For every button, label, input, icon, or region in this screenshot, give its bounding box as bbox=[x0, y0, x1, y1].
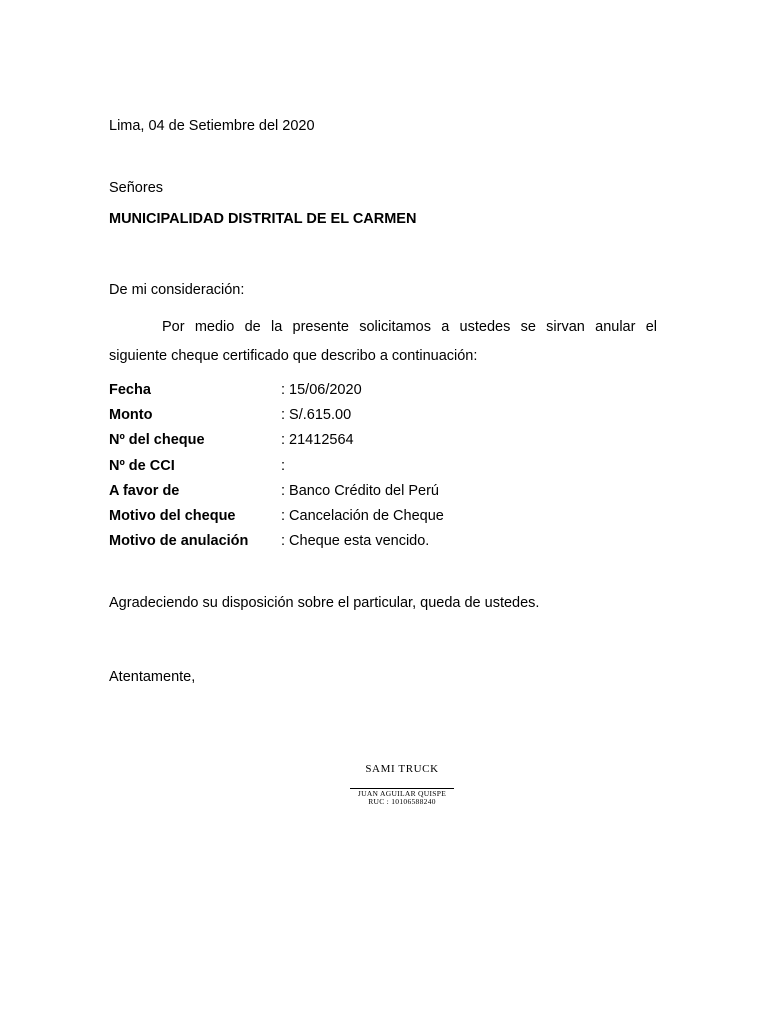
detail-label: Motivo del cheque bbox=[109, 507, 236, 524]
detail-value: : bbox=[281, 457, 286, 474]
closing-thanks: Agradeciendo su disposición sobre el particular, queda de ustedes. bbox=[109, 595, 540, 611]
recipient: MUNICIPALIDAD DISTRITAL DE EL CARMEN bbox=[109, 211, 417, 227]
detail-value: : Cheque esta vencido. bbox=[281, 533, 430, 550]
detail-row-cheque-number bbox=[109, 430, 657, 455]
detail-value: : 15/06/2020 bbox=[281, 382, 362, 398]
detail-row-motivo-cheque bbox=[109, 506, 657, 531]
closing: Atentamente, bbox=[109, 669, 196, 685]
detail-label: Nº del cheque bbox=[109, 432, 205, 449]
signature-block bbox=[340, 762, 464, 806]
detail-row-cci bbox=[109, 456, 657, 481]
signature-company: SAMI TRUCK bbox=[365, 763, 439, 775]
detail-label: Fecha bbox=[109, 382, 151, 398]
detail-value: : Banco Crédito del Perú bbox=[281, 482, 439, 499]
detail-row-motivo-anulacion bbox=[109, 531, 657, 556]
detail-value: : S/.615.00 bbox=[281, 407, 352, 424]
detail-label: A favor de bbox=[109, 482, 180, 499]
cheque-details bbox=[109, 380, 657, 556]
body-line-2: siguiente cheque certificado que describo a continuación: bbox=[109, 348, 478, 364]
detail-row-fecha bbox=[109, 380, 657, 405]
salutation: Señores bbox=[109, 180, 164, 196]
detail-row-a-favor-de bbox=[109, 481, 657, 506]
detail-label: Monto bbox=[109, 407, 153, 424]
detail-row-monto bbox=[109, 405, 657, 430]
body-line-1: Por medio de la presente solicitamos a ustedes se sirvan anular el bbox=[162, 319, 657, 335]
signature-ruc: RUC : 10106588240 bbox=[368, 797, 436, 806]
body-paragraph bbox=[109, 313, 657, 371]
detail-label: Motivo de anulación bbox=[109, 533, 249, 550]
detail-label: Nº de CCI bbox=[109, 457, 175, 474]
detail-value: : Cancelación de Cheque bbox=[281, 507, 444, 524]
place-date: Lima, 04 de Setiembre del 2020 bbox=[109, 118, 315, 134]
greeting: De mi consideración: bbox=[109, 282, 245, 298]
detail-value: : 21412564 bbox=[281, 432, 354, 449]
signature-name: JUAN AGUILAR QUISPE bbox=[357, 789, 447, 798]
